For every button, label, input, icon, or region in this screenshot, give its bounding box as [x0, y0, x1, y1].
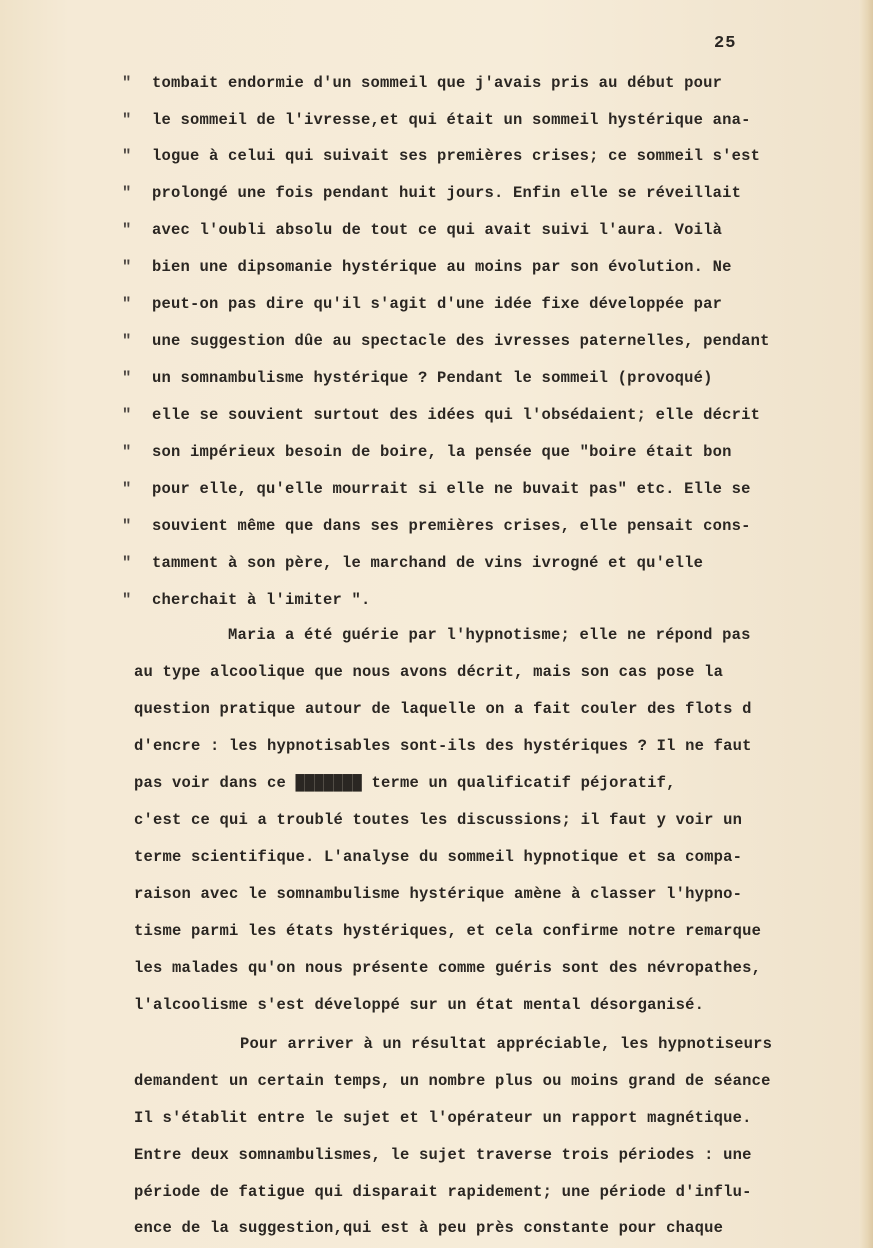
quote-mark: " — [122, 147, 132, 165]
body-line: au type alcoolique que nous avons décrit, mais son cas pose la — [134, 663, 724, 681]
quote-mark: " — [122, 221, 132, 239]
quote-mark: " — [122, 517, 132, 535]
quote-mark: " — [122, 74, 132, 92]
body-line: question pratique autour de laquelle on a fait couler des flots d — [134, 700, 752, 718]
quote-line-text: avec l'oubli absolu de tout ce qui avait suivi l'aura. Voilà — [152, 221, 723, 239]
quote-mark: " — [122, 480, 132, 498]
quote-line — [122, 295, 722, 313]
body-line: Maria a été guérie par l'hypnotisme; elle ne répond pas — [228, 626, 751, 644]
quote-line — [122, 258, 732, 276]
quote-mark: " — [122, 591, 132, 609]
quote-line-text: logue à celui qui suivait ses premières crises; ce sommeil s'est — [152, 147, 761, 165]
quote-line-text: bien une dipsomanie hystérique au moins par son évolution. Ne — [152, 258, 732, 276]
quote-line-text: elle se souvient surtout des idées qui l'obsédaient; elle décrit — [152, 406, 761, 424]
body-line: période de fatigue qui disparait rapidement; une période d'influ- — [134, 1183, 752, 1201]
quote-line — [122, 147, 760, 165]
quote-line — [122, 332, 770, 350]
body-line: les malades qu'on nous présente comme guéris sont des névropathes, — [134, 959, 762, 977]
body-line: Entre deux somnambulismes, le sujet traverse trois périodes : une — [134, 1146, 752, 1164]
quote-line-text: souvient même que dans ses premières crises, elle pensait cons- — [152, 517, 751, 535]
body-line: raison avec le somnambulisme hystérique amène à classer l'hypno- — [134, 885, 743, 903]
quote-line — [122, 184, 741, 202]
quote-line — [122, 74, 722, 92]
body-line: ence de la suggestion,qui est à peu près constante pour chaque — [134, 1219, 724, 1237]
page-edge — [859, 0, 873, 1248]
quote-line-text: son impérieux besoin de boire, la pensée que "boire était bon — [152, 443, 732, 461]
quote-mark: " — [122, 406, 132, 424]
quote-line-text: cherchait à l'imiter ". — [152, 591, 371, 609]
quote-line-text: pour elle, qu'elle mourrait si elle ne buvait pas" etc. Elle se — [152, 480, 751, 498]
quote-line-text: tombait endormie d'un sommeil que j'avais pris au début pour — [152, 74, 723, 92]
quote-mark: " — [122, 111, 132, 129]
body-line: c'est ce qui a troublé toutes les discussions; il faut y voir un — [134, 811, 743, 829]
quote-mark: " — [122, 332, 132, 350]
quote-line-text: peut-on pas dire qu'il s'agit d'une idée fixe développée par — [152, 295, 723, 313]
quote-line-text: tamment à son père, le marchand de vins ivrogné et qu'elle — [152, 554, 704, 572]
body-line: terme scientifique. L'analyse du sommeil hypnotique et sa compa- — [134, 848, 743, 866]
quote-line-text: prolongé une fois pendant huit jours. Enfin elle se réveillait — [152, 184, 742, 202]
quote-mark: " — [122, 295, 132, 313]
quote-line — [122, 591, 371, 609]
quote-line — [122, 406, 760, 424]
quote-line-text: un somnambulisme hystérique ? Pendant le sommeil (provoqué) — [152, 369, 713, 387]
quote-line — [122, 369, 713, 387]
quote-line — [122, 480, 751, 498]
quote-line — [122, 554, 703, 572]
body-line: Pour arriver à un résultat appréciable, les hypnotiseurs — [240, 1035, 773, 1053]
quote-line — [122, 517, 751, 535]
quote-mark: " — [122, 369, 132, 387]
quote-line-text: une suggestion dûe au spectacle des ivresses paternelles, pendant — [152, 332, 770, 350]
quote-line-text: le sommeil de l'ivresse,et qui était un sommeil hystérique ana- — [152, 111, 751, 129]
body-line: Il s'établit entre le sujet et l'opérateur un rapport magnétique. — [134, 1109, 752, 1127]
quote-line — [122, 221, 722, 239]
quote-mark: " — [122, 443, 132, 461]
body-line: l'alcoolisme s'est développé sur un état mental désorganisé. — [134, 996, 705, 1014]
quote-line — [122, 443, 732, 461]
body-line: pas voir dans ce ███████ terme un qualificatif péjoratif, — [134, 774, 676, 792]
quote-mark: " — [122, 258, 132, 276]
quote-mark: " — [122, 554, 132, 572]
body-line: demandent un certain temps, un nombre plus ou moins grand de séance — [134, 1072, 771, 1090]
body-line: tisme parmi les états hystériques, et cela confirme notre remarque — [134, 922, 762, 940]
quote-line — [122, 111, 751, 129]
body-line: d'encre : les hypnotisables sont-ils des hystériques ? Il ne faut — [134, 737, 752, 755]
page-number: 25 — [714, 34, 737, 53]
quote-mark: " — [122, 184, 132, 202]
